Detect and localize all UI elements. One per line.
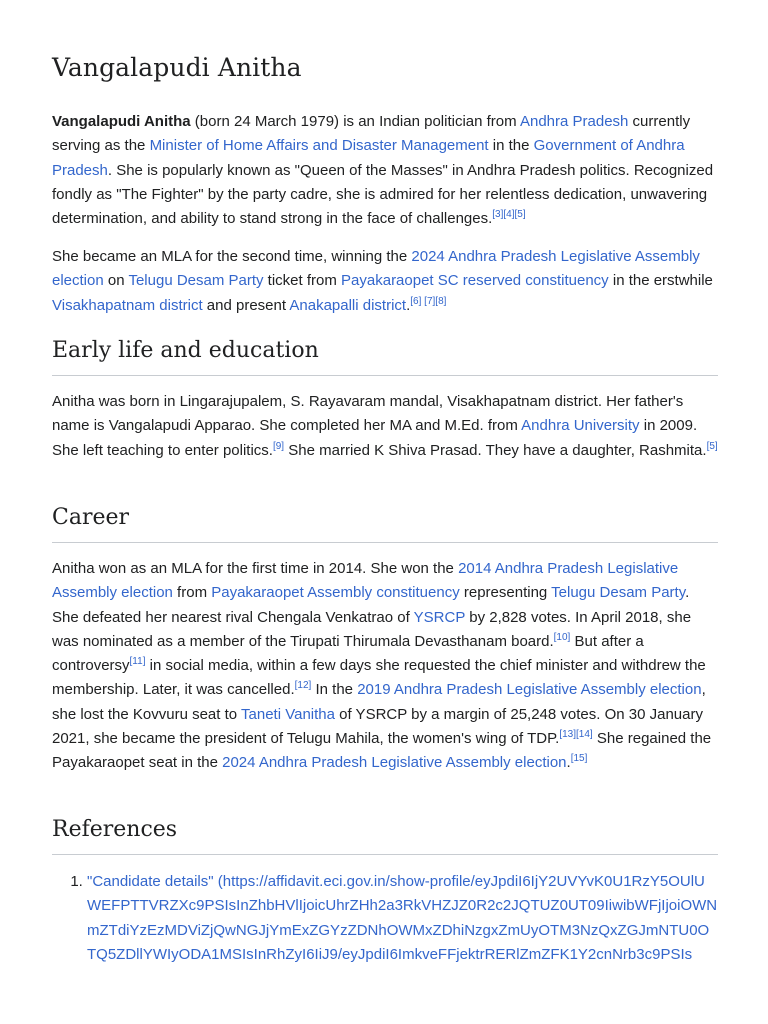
section-heading-references: References [52,817,718,855]
link-payakaraopet-constituency[interactable]: Payakaraopet Assembly constituency [211,584,460,602]
link-visakhapatnam[interactable]: Visakhapatnam district [52,296,203,314]
career-paragraph: Anitha won as an MLA for the first time in 2014. She won the 2014 Andhra Pradesh Legislative Assembly election from Payakaraopet Assembly constituency representing Telugu Desam Party. She defeated her nearest rival Chengala Venkatrao of YSRCP by 2,828 votes. In April 2018, she was nominated as a member of the Tirupati Thirumala Devasthanam board.[10] But after a controversy[11] in social media, within a few days she requested the chief minister and withdrew the membership. Later, it was cancelled.[12] In the 2019 Andhra Pradesh Legislative Assembly election, she lost the Kovvuru seat to Taneti Vanitha of YSRCP by a margin of 25,248 votes. On 30 January 2021, she became the president of Telugu Mahila, the women's wing of TDP.[13][14] She regained the Payakaraopet seat in the 2024 Andhra Pradesh Legislative Assembly election.[15] [52,560,712,772]
link-tdp[interactable]: Telugu Desam Party [551,584,686,602]
link-2019-election[interactable]: 2019 Andhra Pradesh Legislative Assembly election [357,681,702,699]
link-andhra-university[interactable]: Andhra University [521,417,640,435]
citation-link[interactable]: [6] [410,295,422,307]
citation-link[interactable]: [9] [272,440,285,452]
link-2014-election[interactable]: 2014 Andhra Pradesh Legislative Assembly election [52,560,679,602]
references-list [52,870,718,967]
link-anakapalli[interactable]: Anakapalli district [289,296,407,314]
page-title: Vangalapudi Anitha [52,53,302,82]
link-payakaraopet-sc[interactable]: Payakaraopet SC reserved constituency [341,272,609,290]
link-2024-election[interactable]: 2024 Andhra Pradesh Legislative Assembly election [52,248,700,290]
citation-link[interactable]: [7] [424,295,436,307]
link-2024-election[interactable]: 2024 Andhra Pradesh Legislative Assembly election [222,754,567,772]
link-taneti-vanitha[interactable]: Taneti Vanitha [241,705,335,723]
subject-name: Vangalapudi Anitha [52,113,191,130]
citation-link[interactable]: [4] [503,209,515,221]
citation-link[interactable]: [5] [514,209,526,221]
link-ysrcp[interactable]: YSRCP [413,608,466,626]
reference-link[interactable]: "Candidate details" (https://affidavit.eci.gov.in/show-profile/eyJpdiI6IjY2UVYvK0U1RzY5OUlUWEFPTTVRZXc9PSIsInZhbHVlIjoicUhrZHh2a3RkVHZJZ0R2c2JQTUZ0UT09IiwibWFjIjoiOWNmZTdiYzEzMDViZjQwNGJjYmExZGYzZDNhOWMxZDhiNzgxZmUyOTM3NzQxZGJmNTU0OTQ5ZDllYWIyODA1MSIsInRhZyI6IiJ9/eyJpdiI6ImkveFFjektrRERlZmZFK1Y2cnNrb3c9PSIs [87,873,718,963]
citation-link[interactable]: [11] [129,656,146,668]
citation-link[interactable]: [8] [435,295,447,307]
section-heading-early-life: Early life and education [52,338,718,376]
citation-link[interactable]: [12] [294,680,312,692]
link-andhra-pradesh[interactable]: Andhra Pradesh [519,113,629,130]
election-paragraph: She became an MLA for the second time, winning the 2024 Andhra Pradesh Legislative Assembly election on Telugu Desam Party ticket from Payakaraopet SC reserved constituency in the erstwhile Visakhapatnam district and present Anakapalli district.[6] [7][8] [52,248,713,314]
citation-link[interactable]: [14] [576,729,593,741]
citation-link[interactable]: [15] [570,753,588,765]
link-government[interactable]: Government of Andhra Pradesh [52,137,685,179]
early-life-paragraph: Anitha was born in Lingarajupalem, S. Rayavaram mandal, Visakhapatnam district. Her father's name is Vangalapudi Apparao. She completed her MA and M.Ed. from Andhra University in 2009. She left teaching to enter politics.[9] She married K Shiva Prasad. They have a daughter, Rashmita.[5] [52,393,718,459]
citation-link[interactable]: [5] [706,440,718,452]
reference-item [87,870,718,967]
section-heading-career: Career [52,505,718,543]
citation-link[interactable]: [10] [553,631,571,643]
citation-link[interactable]: [3] [492,209,504,221]
intro-paragraph: Vangalapudi Anitha (born 24 March 1979) is an Indian politician from Andhra Pradesh currently serving as the Minister of Home Affairs and Disaster Management in the Government of Andhra Pradesh. She is popularly known as "Queen of the Masses" in Andhra Pradesh politics. Recognized fondly as "The Fighter" by the party cadre, she is admired for her relentless dedication, unwavering determination, and ability to stand strong in the face of challenges.[3][4][5] [52,113,714,228]
link-tdp[interactable]: Telugu Desam Party [128,272,264,290]
link-home-minister[interactable]: Minister of Home Affairs and Disaster Management [149,137,489,155]
citation-link[interactable]: [13] [559,729,577,741]
